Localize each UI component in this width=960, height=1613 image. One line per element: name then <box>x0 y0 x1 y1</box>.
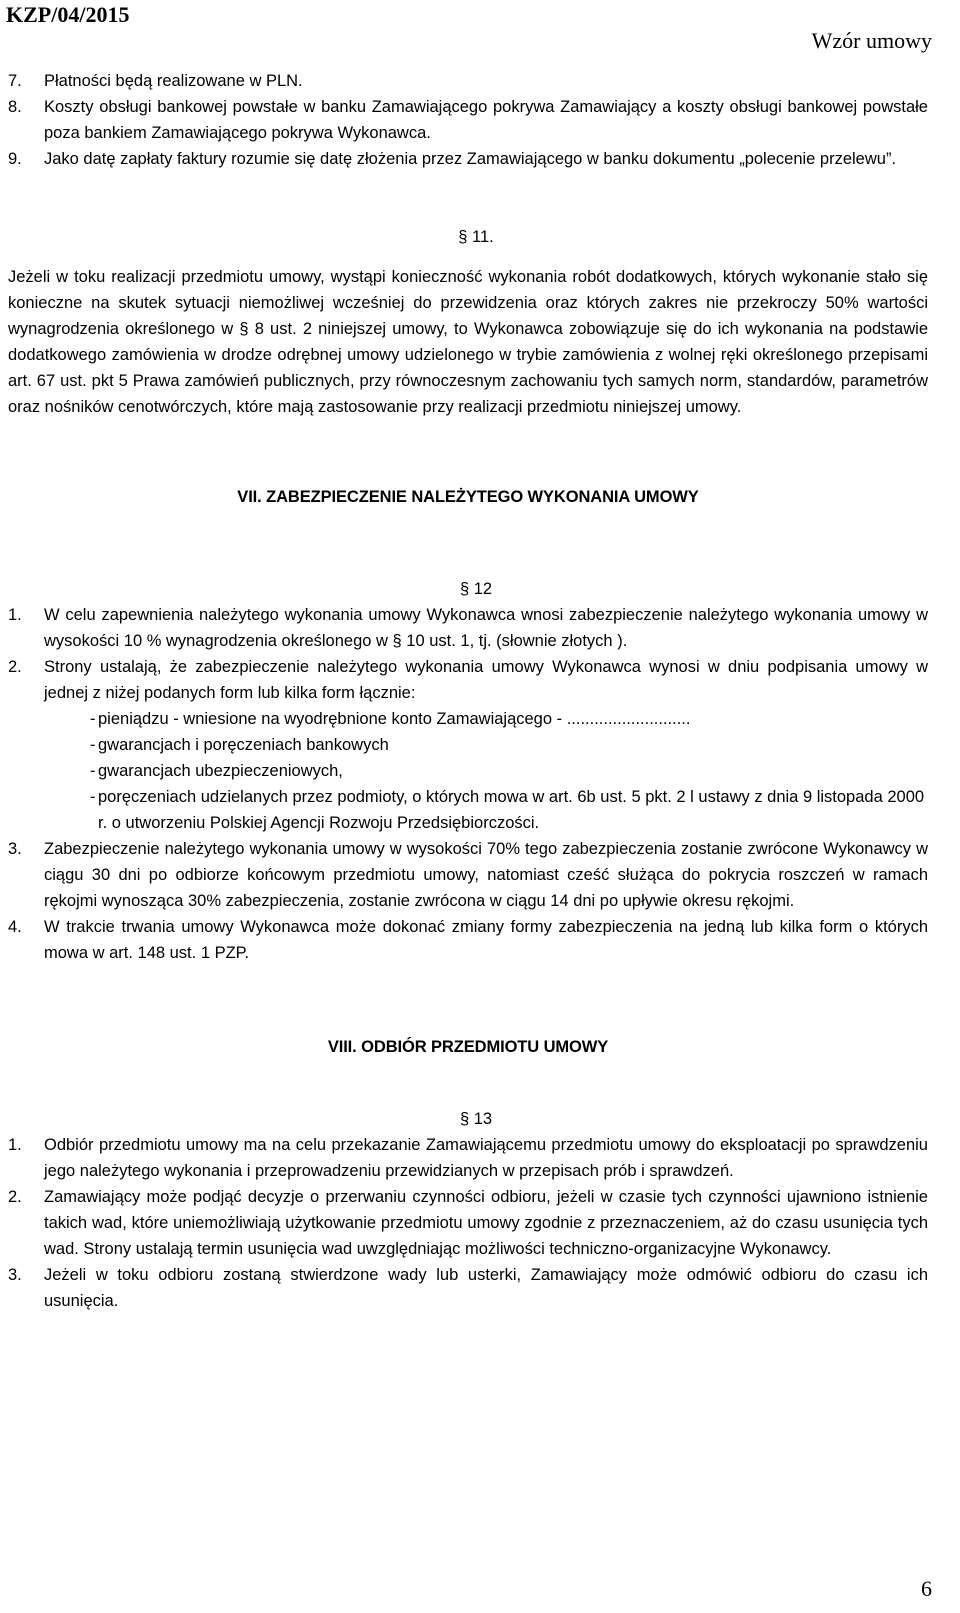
item-text: gwarancjach ubezpieczeniowych, <box>98 762 343 780</box>
list-item <box>8 654 928 706</box>
section-mark-11: § 11. <box>458 228 494 246</box>
item-text: poręczeniach udzielanych przez podmioty, o których mowa w art. 6b ust. 5 pkt. 2 l ustawy z dnia 9 listopada 2000 r. o utworzeniu Polskiej Agencji Rozwoju Przedsiębiorczości. <box>98 788 925 832</box>
dash-bullet: - <box>90 736 96 754</box>
item-text: Koszty obsługi bankowej powstałe w banku Zamawiającego pokrywa Zamawiający a koszty obsługi bankowej powstałe poza bankiem Zamawiającego pokrywa Wykonawca. <box>44 98 928 142</box>
list-item <box>8 914 928 966</box>
sub-list-item <box>44 758 928 784</box>
document-type: Wzór umowy <box>811 28 932 53</box>
item-text: Jeżeli w toku odbioru zostaną stwierdzone wady lub usterki, Zamawiający może odmówić odbioru do czasu ich usunięcia. <box>44 1266 928 1310</box>
item-number: 1. <box>8 606 22 624</box>
payments-list <box>8 68 928 172</box>
item-number: 2. <box>8 1188 22 1206</box>
acceptance-list <box>8 1132 928 1314</box>
list-item <box>8 146 928 172</box>
item-text: Zamawiający może podjąć decyzje o przerwaniu czynności odbioru, jeżeli w czasie tych czynności ujawniono istnienie takich wad, które uniemożliwiają użytkowanie przedmiotu umowy zgodnie z przeznaczeniem, aż do czasu usunięcia tych wad. Strony ustalają termin usunięcia wad uwzględniając możliwości techniczno-organizacyjne Wykonawcy. <box>44 1188 928 1258</box>
section-mark-13: § 13 <box>459 1110 493 1128</box>
item-text: pieniądzu - wniesione na wyodrębnione konto Zamawiającego - ........................... <box>98 710 691 728</box>
security-forms-list <box>8 706 928 836</box>
item-text: Strony ustalają, że zabezpieczenie należytego wykonania umowy Wykonawca wynosi w dniu podpisania umowy w jednej z niżej podanych form lub kilka form łącznie: <box>44 658 928 702</box>
dash-bullet: - <box>90 710 96 728</box>
page-number: 6 <box>921 1576 932 1601</box>
sub-list-item <box>44 706 928 732</box>
dash-bullet: - <box>90 762 96 780</box>
item-number: 8. <box>8 98 22 116</box>
item-text: Zabezpieczenie należytego wykonania umowy w wysokości 70% tego zabezpieczenia zostanie zwrócone Wykonawcy w ciągu 30 dni po odbiorze końcowym przedmiotu umowy, natomiast cześć służąca do pokrycia roszczeń w ramach rękojmi wynosząca 30% zabezpieczenia, zostanie zwrócona w ciągu 14 dni po upływie okresu rękojmi. <box>44 840 928 910</box>
item-text: W celu zapewnienia należytego wykonania umowy Wykonawca wnosi zabezpieczenie należytego wykonania umowy w wysokości 10 % wynagrodzenia określonego w § 10 ust. 1, tj. (słownie złotych ). <box>44 606 928 650</box>
item-text: Jako datę zapłaty faktury rozumie się datę złożenia przez Zamawiającego w banku dokumentu „polecenie przelewu”. <box>44 150 897 168</box>
item-text: W trakcie trwania umowy Wykonawca może dokonać zmiany formy zabezpieczenia na jedną lub kilka form o których mowa w art. 148 ust. 1 PZP. <box>44 918 928 962</box>
item-text: Płatności będą realizowane w PLN. <box>44 72 303 90</box>
item-number: 9. <box>8 150 22 168</box>
list-item <box>8 602 928 654</box>
dash-bullet: - <box>90 788 96 806</box>
section-title-vii: VII. ZABEZPIECZENIE NALEŻYTEGO WYKONANIA UMOWY <box>237 488 699 506</box>
item-number: 2. <box>8 658 22 676</box>
list-item <box>8 94 928 146</box>
item-number: 4. <box>8 918 22 936</box>
item-number: 3. <box>8 1266 22 1284</box>
section-11-text: Jeżeli w toku realizacji przedmiotu umowy, wystąpi konieczność wykonania robót dodatkowych, których wykonanie stało się konieczne na skutek sytuacji niemożliwej wcześniej do przewidzenia oraz których zakres nie przekroczy 50% wartości wynagrodzenia określonego w § 8 ust. 2 niniejszej umowy, to Wykonawca zobowiązuje się do ich wykonania na podstawie dodatkowego zamówienia w drodze odrębnej umowy udzielonego w trybie zamówienia z wolnej ręki określonego przepisami art. 67 ust. pkt 5 Prawa zamówień publicznych, przy równoczesnym zachowaniu tych samych norm, standardów, parametrów oraz nośników cenotwórczych, które mają zastosowanie przy realizacji przedmiotu niniejszej umowy. <box>8 268 928 416</box>
item-number: 3. <box>8 840 22 858</box>
document-body <box>8 68 928 1314</box>
item-number: 7. <box>8 72 22 90</box>
list-item <box>8 836 928 914</box>
list-item <box>8 68 928 94</box>
list-item <box>8 1132 928 1184</box>
item-text: gwarancjach i poręczeniach bankowych <box>98 736 389 754</box>
document-code: KZP/04/2015 <box>6 2 130 27</box>
item-number: 1. <box>8 1136 22 1154</box>
list-item <box>8 1184 928 1262</box>
sub-list-item <box>44 732 928 758</box>
item-text: Odbiór przedmiotu umowy ma na celu przekazanie Zamawiającemu przedmiotu umowy do eksploatacji po sprawdzeniu jego należytego wykonania i przeprowadzeniu przewidzianych w przepisach prób i sprawdzeń. <box>44 1136 928 1180</box>
section-title-viii: VIII. ODBIÓR PRZEDMIOTU UMOWY <box>327 1038 609 1056</box>
list-item <box>8 1262 928 1314</box>
sub-list-item <box>44 784 928 836</box>
section-mark-12: § 12 <box>459 580 493 598</box>
security-list <box>8 602 928 966</box>
